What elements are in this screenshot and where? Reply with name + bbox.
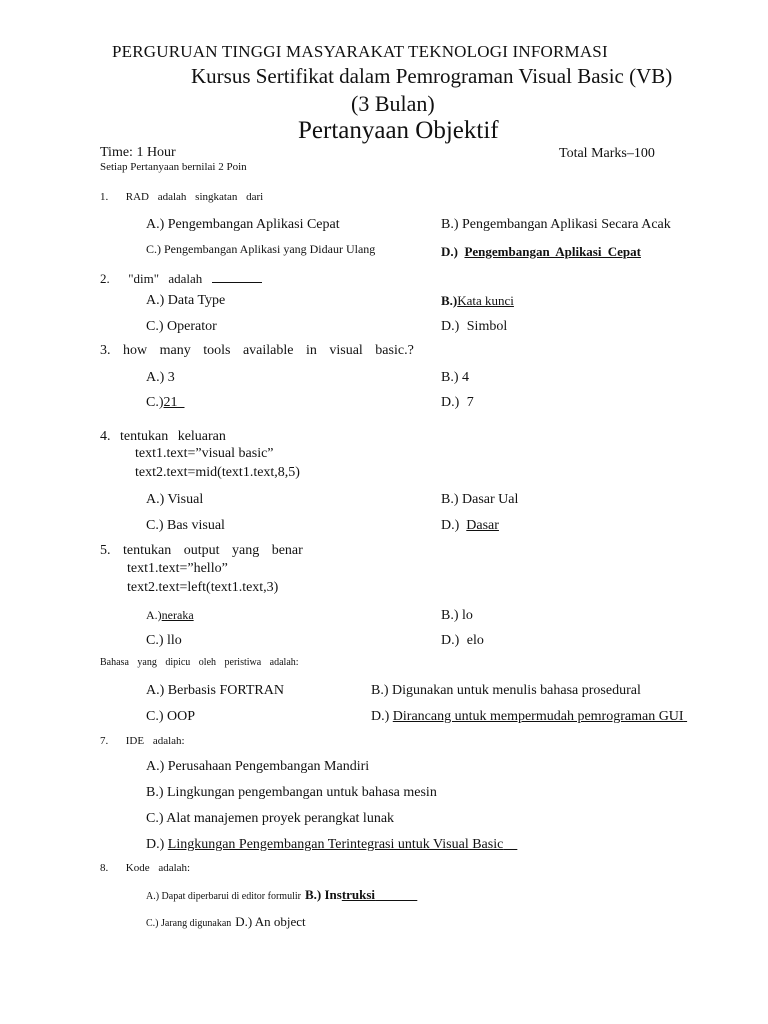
q8-option-a: A.) Dapat diperbarui di editor formulir	[146, 891, 301, 902]
q4-code-line-1: text1.text=”visual basic”	[135, 446, 274, 461]
q3-option-a: A.) 3	[146, 370, 175, 385]
q4-option-c: C.) Bas visual	[146, 518, 225, 533]
q8-options-row-2	[146, 913, 306, 931]
q8-option-b: B.) Instruksi	[304, 887, 376, 902]
q4-option-b: B.) Dasar Ual	[441, 492, 519, 507]
q3-option-b: B.) 4	[441, 370, 469, 385]
q5-option-d: D.) elo	[441, 633, 484, 648]
question-text: tentukan keluaran	[120, 429, 226, 444]
q7-answer: Lingkungan Pengembangan Terintegrasi untuk Visual Basic	[167, 837, 504, 852]
points-note: Setiap Pertanyaan bernilai 2 Poin	[100, 161, 247, 173]
q4-option-a: A.) Visual	[146, 492, 204, 507]
q7-option-b: B.) Lingkungan pengembangan untuk bahasa mesin	[146, 785, 437, 800]
question-number: 3.	[100, 343, 111, 358]
question-text: how many tools available in visual basic.?	[123, 343, 414, 358]
q2-answer: Kata kunci	[457, 293, 514, 308]
question-2	[100, 269, 262, 287]
question-1	[100, 191, 263, 203]
q7-option-d: D.) Lingkungan Pengembangan Terintegrasi untuk Visual Basic	[146, 837, 504, 852]
question-number: 4.	[100, 429, 111, 444]
q4-code-line-2: text2.text=mid(text1.text,8,5)	[135, 465, 300, 480]
q1-option-a: A.) Pengembangan Aplikasi Cepat	[146, 217, 340, 232]
q8-option-c: C.) Jarang digunakan	[146, 918, 232, 929]
q6-option-d: D.) Dirancang untuk mempermudah pemrograman GUI	[371, 709, 684, 724]
q7-option-a: A.) Perusahaan Pengembangan Mandiri	[146, 759, 370, 774]
course-duration: (3 Bulan)	[351, 91, 435, 116]
question-3	[100, 343, 414, 359]
course-title: Kursus Sertifikat dalam Pemrograman Visual Basic (VB)	[191, 64, 673, 88]
question-number: 7.	[100, 735, 109, 747]
page-title: Pertanyaan Objektif	[298, 117, 499, 144]
q3-option-d: D.) 7	[441, 395, 474, 410]
question-7	[100, 735, 185, 747]
q6-option-c: C.) OOP	[146, 709, 196, 724]
q4-option-d: D.) Dasar	[441, 518, 499, 533]
question-number: 8.	[100, 862, 109, 874]
q1-option-c: C.) Pengembangan Aplikasi yang Didaur Ulang	[146, 242, 376, 256]
question-number: 5.	[100, 543, 111, 558]
question-text: Kode adalah:	[125, 862, 191, 874]
q3-answer: 21	[163, 395, 178, 410]
q8-answer: truksi	[341, 887, 376, 902]
q2-option-d: D.) Simbol	[441, 319, 508, 334]
exam-time: Time: 1 Hour	[100, 145, 176, 160]
q5-option-b: B.) lo	[441, 608, 473, 623]
question-number: 2.	[100, 271, 110, 286]
q1-option-b: B.) Pengembangan Aplikasi Secara Acak	[441, 217, 671, 232]
q2-option-a: A.) Data Type	[146, 293, 226, 308]
q5-code-line-1: text1.text=”hello”	[127, 561, 228, 576]
institution-name: PERGURUAN TINGGI MASYARAKAT TEKNOLOGI INFORMASI	[112, 42, 608, 61]
total-marks: Total Marks–100	[559, 146, 655, 161]
q2-option-b: B.)Kata kunci	[441, 293, 514, 308]
question-text: tentukan output yang benar	[123, 543, 303, 558]
question-text: IDE adalah:	[125, 735, 185, 747]
question-5	[100, 543, 303, 559]
question-text: "dim" adalah	[128, 271, 203, 286]
q7-option-c: C.) Alat manajemen proyek perangkat lunak	[146, 811, 395, 826]
q8-option-d: D.) An object	[235, 914, 306, 929]
question-number: 1.	[100, 191, 109, 203]
answer-blank	[212, 269, 262, 283]
q6-option-b: B.) Digunakan untuk menulis bahasa prosedural	[371, 683, 641, 698]
q4-answer: Dasar	[466, 518, 499, 533]
question-6: Bahasa yang dipicu oleh peristiwa adalah:	[100, 657, 299, 668]
question-text: RAD adalah singkatan dari	[125, 191, 264, 203]
q8-options-row-1	[146, 886, 417, 904]
q5-option-c: C.) llo	[146, 633, 182, 648]
q1-answer: Pengembangan Aplikasi Cepat	[464, 244, 641, 259]
q1-option-d: D.) Pengembangan Aplikasi Cepat	[441, 244, 641, 259]
question-8	[100, 862, 190, 874]
q6-answer: Dirancang untuk mempermudah pemrograman GUI	[392, 709, 684, 724]
question-4	[100, 429, 226, 445]
q5-code-line-2: text2.text=left(text1.text,3)	[127, 580, 279, 595]
q2-option-c: C.) Operator	[146, 319, 217, 334]
q5-answer: neraka	[161, 608, 194, 622]
q5-option-a: A.)neraka	[146, 608, 194, 622]
q6-option-a: A.) Berbasis FORTRAN	[146, 683, 284, 698]
q3-option-c: C.)21	[146, 395, 178, 410]
